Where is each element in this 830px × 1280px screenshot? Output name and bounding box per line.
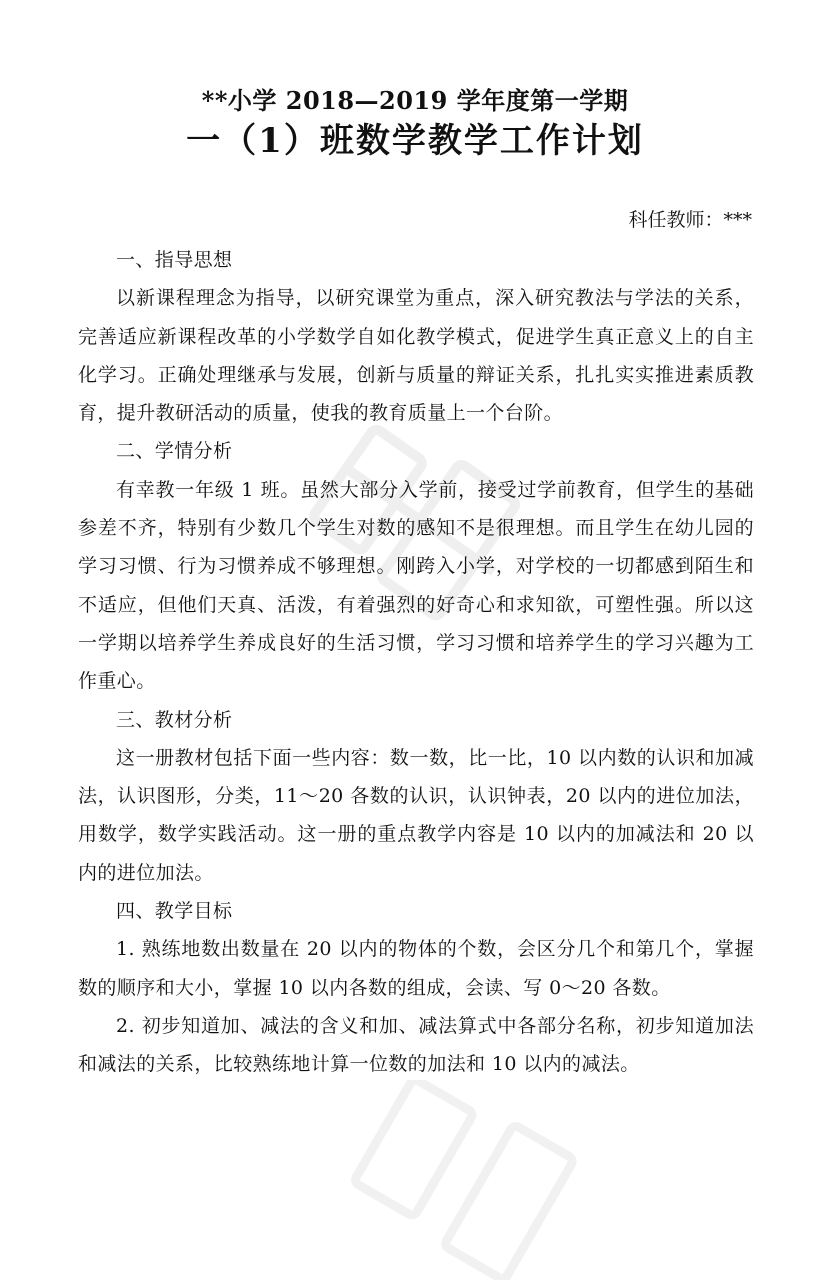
document-title-line1: **小学 2018—2019 学年度第一学期 <box>201 86 629 115</box>
section-paragraph: 这一册教材包括下面一些内容：数一数，比一比，10 以内数的认识和加减法，认识图形，分类，11～20 各数的认识，认识钟表，20 以内的进位加法，用数学，数学实践活动。这一册的重点教学内容是 10 以内的加减法和 20 以内的进位加法。 <box>78 746 754 884</box>
section-heading-guiding-thought: 一、指导思想 <box>116 249 233 271</box>
watermark-stamp-icon-lower <box>330 1080 610 1280</box>
section-heading-textbook-analysis: 三、教材分析 <box>116 708 233 731</box>
document-body <box>78 241 754 1084</box>
teacher-label: 科任教师：*** <box>628 209 752 231</box>
section-heading-teaching-goals: 四、教学目标 <box>116 900 233 923</box>
goal-item: 2. 初步知道加、减法的含义和加、减法算式中各部分名称，初步知道加法和减法的关系，比较熟练地计算一位数的加法和 10 以内的减法。 <box>78 1014 754 1076</box>
section-paragraph: 有幸教一年级 1 班。虽然大部分入学前，接受过学前教育，但学生的基础参差不齐，特别有少数几个学生对数的感知不是很理想。而且学生在幼儿园的学习习惯、行为习惯养成不够理想。刚跨入小学，对学校的一切都感到陌生和不适应，但他们天真、活泼，有着强烈的好奇心和求知欲，可塑性强。所以这一学期以培养学生养成良好的生活习惯，学习习惯和培养学生的学习兴趣为工作重心。 <box>78 478 754 693</box>
section-heading-student-analysis: 二、学情分析 <box>116 440 233 463</box>
section-paragraph: 以新课程理念为指导，以研究课堂为重点，深入研究教法与学法的关系，完善适应新课程改革的小学数学自如化教学模式，促进学生真正意义上的自主化学习。正确处理继承与发展，创新与质量的辩证关系，扎扎实实推进素质教育，提升教研活动的质量，使我的教育质量上一个台阶。 <box>78 287 754 425</box>
document-title-main: 一（1）班数学教学工作计划 <box>186 121 644 161</box>
goal-item: 1. 熟练地数出数量在 20 以内的物体的个数，会区分几个和第几个，掌握数的顺序和大小，掌握 10 以内各数的组成，会读、写 0～20 各数。 <box>78 938 754 999</box>
